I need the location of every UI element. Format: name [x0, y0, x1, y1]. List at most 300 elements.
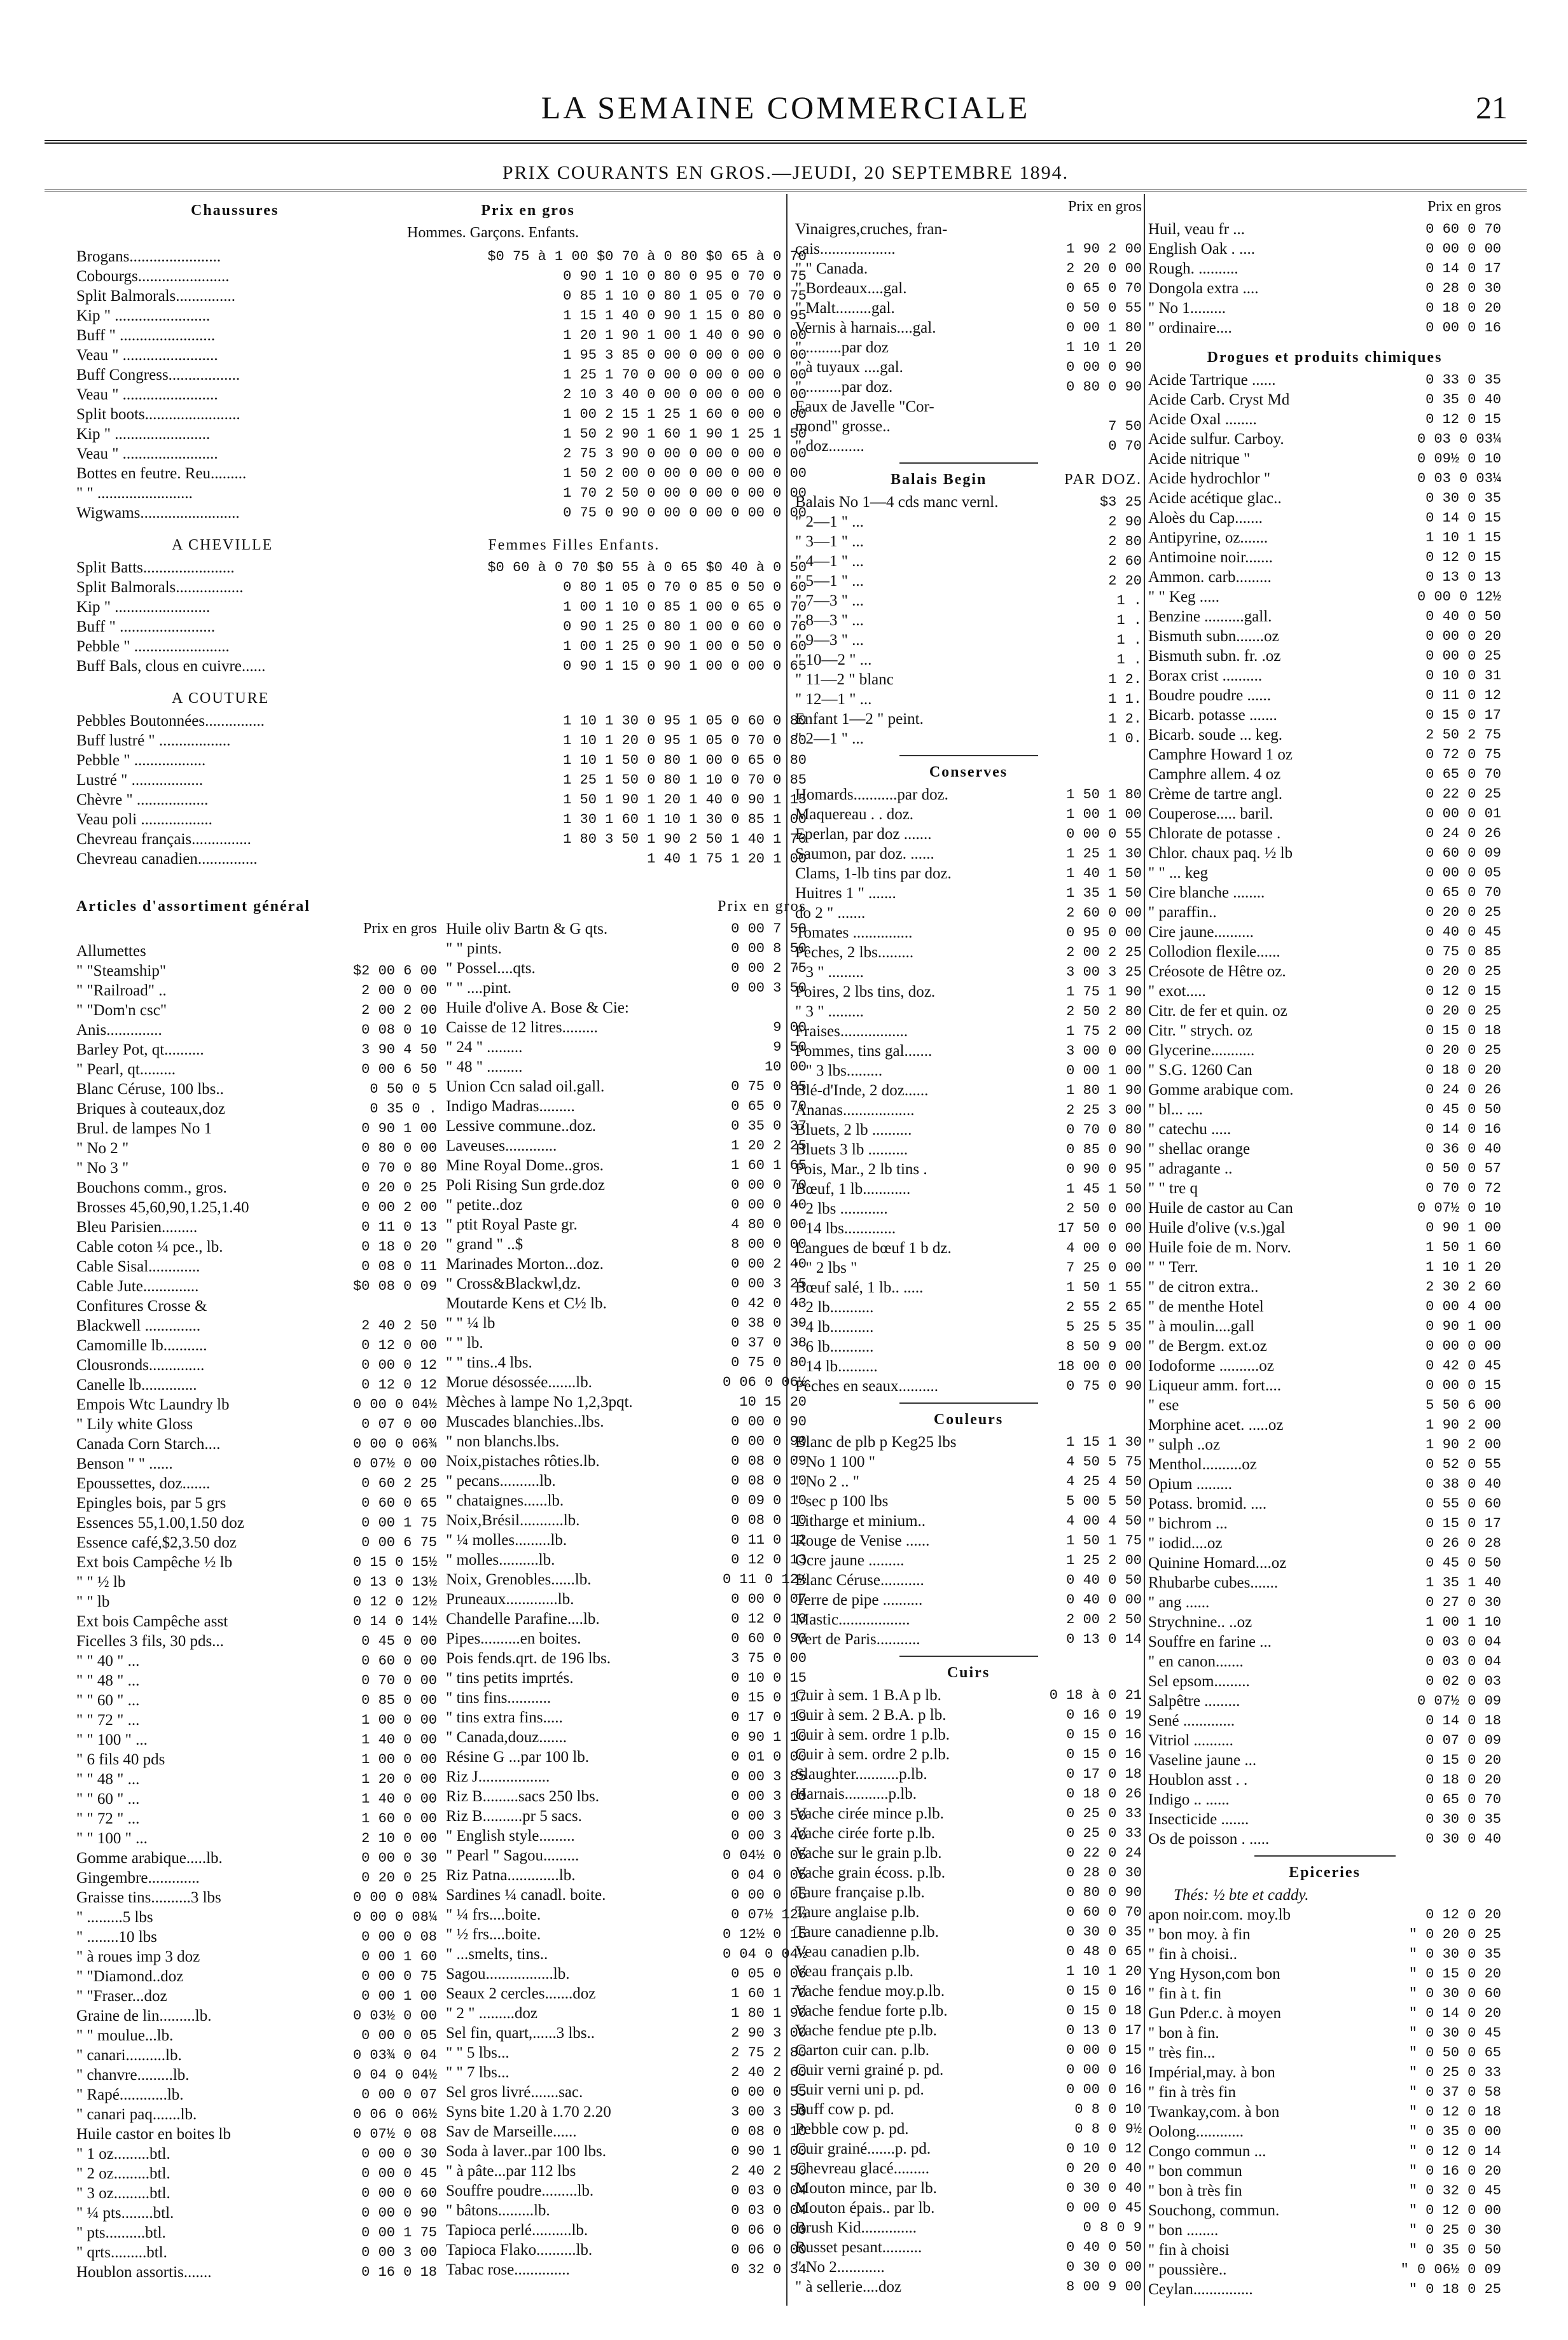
item-price: 0 28 0 30 [1066, 1865, 1142, 1881]
price-row [76, 829, 807, 849]
item-name: " 8—3 " ... [795, 612, 864, 629]
price-row [1148, 804, 1501, 824]
column-1 [76, 197, 807, 2282]
item-price: 0 13 0 14 [1066, 1631, 1142, 1647]
couture-list [76, 711, 807, 869]
item-name: " ¼ pts........btl. [76, 2205, 174, 2222]
item-name: Terre de pipe .......... [795, 1591, 923, 1609]
price-row [76, 2065, 437, 2085]
item-name: Noix,pistaches rôties.lb. [446, 1453, 600, 1470]
item-name: Quinine Homard....oz [1148, 1554, 1287, 1572]
item-price: 1 . [1116, 652, 1142, 668]
price-row [76, 2124, 437, 2144]
item-price: 0 15 0 20 [1426, 1752, 1501, 1768]
price-row [795, 1357, 1142, 1376]
item-name: Noix,Brésil...........lb. [446, 1512, 580, 1529]
item-name: Ext bois Campêche asst [76, 1613, 228, 1630]
item-price: 0 65 0 70 [731, 1098, 807, 1114]
price-row [76, 2262, 437, 2282]
item-price: " 0 30 0 45 [1408, 2025, 1501, 2041]
price-row [795, 1298, 1142, 1317]
price-row [1148, 2280, 1501, 2299]
item-name: Fraises................. [795, 1023, 908, 1040]
price-row [795, 1745, 1142, 1764]
item-name: Vaseline jaune ... [1148, 1752, 1257, 1769]
item-price: 0 30 0 40 [1426, 1831, 1501, 1847]
price-row [1148, 2181, 1501, 2201]
price-row [1148, 410, 1501, 429]
price-row [795, 1764, 1142, 1784]
item-price: 5 00 5 50 [1066, 1493, 1142, 1509]
item-price: 0 00 6 75 [361, 1535, 437, 1551]
divider [899, 462, 1038, 464]
item-name: " " 100 " ... [76, 1731, 148, 1748]
item-name: Vache fendue pte p.lb. [795, 2022, 937, 2039]
item-price: 1 80 1 90 [1066, 1083, 1142, 1098]
item-price: 0 80 1 05 0 70 0 85 0 50 0 60 [563, 579, 807, 595]
price-row [795, 279, 1142, 298]
item-name: Poires, 2 lbs tins, doz. [795, 983, 936, 1000]
item-name: Potass. bromid. .... [1148, 1495, 1267, 1513]
item-price: 0 90 1 10 [731, 1729, 807, 1745]
price-row [795, 1100, 1142, 1120]
price-row [795, 492, 1142, 512]
item-price: " 0 20 0 25 [1408, 1927, 1501, 1942]
price-row [446, 1274, 807, 1294]
item-price: 0 85 1 10 0 80 1 05 0 70 0 75 [563, 288, 807, 304]
item-name: " ptit Royal Paste gr. [446, 1216, 578, 1233]
item-price: 0 75 0 80 [731, 1355, 807, 1371]
item-name: " ese [1148, 1397, 1179, 1414]
item-price: 0 00 3 25 [731, 1276, 807, 1292]
price-row [795, 1160, 1142, 1179]
price-row [1148, 1455, 1501, 1474]
item-name: Pêches en seaux.......... [795, 1378, 938, 1395]
item-name: " " 72 " ... [76, 1810, 140, 1827]
cheville-list [76, 558, 807, 676]
price-row [1148, 1277, 1501, 1297]
item-price: 2 50 0 00 [1066, 1201, 1142, 1217]
item-price: 0 07½ 0 09 [1417, 1693, 1501, 1709]
item-price: 1 90 2 00 [1066, 241, 1142, 257]
price-row [76, 1296, 437, 1316]
item-name: Pois, Mar., 2 lb tins . [795, 1161, 927, 1178]
item-name: Pebble cow p. pd. [795, 2121, 909, 2138]
item-name: Allumettes [76, 943, 146, 960]
item-name: Morue désossée.......lb. [446, 1374, 592, 1391]
price-row [446, 1432, 807, 1451]
item-price: 0 80 0 90 [1066, 1885, 1142, 1900]
item-name: Huile d'olive (v.s.)gal [1148, 1219, 1286, 1236]
price-row [1148, 1790, 1501, 1810]
item-price: 1 50 1 60 [1426, 1240, 1501, 1256]
price-row [446, 1668, 807, 1688]
item-price: 0 10 0 31 [1426, 668, 1501, 684]
chaussures-list [76, 247, 807, 523]
price-row [795, 2119, 1142, 2139]
cheville-heading: A CHEVILLE Femmes Filles Enfants. [172, 537, 660, 553]
price-row [1148, 1238, 1501, 1257]
item-name: Acide acétique glac.. [1148, 490, 1282, 507]
item-name: " bon ........ [1148, 2222, 1219, 2239]
price-row [446, 1806, 807, 1826]
price-row [1148, 1925, 1501, 1944]
price-row [1148, 298, 1501, 318]
price-row [1148, 725, 1501, 745]
item-name: " à moulin....gall [1148, 1318, 1255, 1335]
price-row [76, 1277, 437, 1296]
price-row [795, 962, 1142, 982]
item-price: 0 00 6 50 [361, 1062, 437, 1077]
price-row [1148, 2004, 1501, 2023]
item-price: 0 90 1 10 0 80 0 95 0 70 0 75 [563, 268, 807, 284]
item-price: 0 80 0 00 [361, 1140, 437, 1156]
price-row [76, 1769, 437, 1789]
item-price: 0 20 0 40 [1066, 2161, 1142, 2177]
item-price: " 0 32 0 45 [1408, 2183, 1501, 2199]
item-name: Taure anglaise p.lb. [795, 1904, 920, 1921]
item-price: 1 45 1 50 [1066, 1181, 1142, 1197]
item-name: apon noir.com. moy.lb [1148, 1906, 1291, 1923]
item-price: 0 12 0 15 [1426, 412, 1501, 427]
item-price: 1 2. [1108, 672, 1142, 688]
item-price: 0 18 0 20 [1426, 300, 1501, 316]
item-price: 0 00 0 20 [1426, 628, 1501, 644]
price-row [1148, 745, 1501, 765]
item-name: " No 2 .. " [795, 1473, 859, 1490]
price-row [795, 785, 1142, 805]
item-price: 0 00 0 60 [361, 2185, 437, 2201]
running-head [45, 89, 1527, 140]
item-price: 0 12½ 0 15 [722, 1927, 807, 1942]
item-name: Oolong............ [1148, 2123, 1244, 2140]
price-row [795, 2218, 1142, 2238]
item-name: " exot..... [1148, 983, 1206, 1000]
price-row [1148, 1179, 1501, 1198]
price-row [76, 1651, 437, 1671]
item-name: Vache cirée forte p.lb. [795, 1825, 936, 1842]
item-name: " 11—2 " blanc [795, 671, 894, 688]
price-row [1148, 370, 1501, 390]
item-price: 0 65 0 70 [1426, 1792, 1501, 1808]
item-price: 1 00 2 15 1 25 1 60 0 00 0 00 [563, 406, 807, 422]
item-price: 0 00 3 40 [731, 1828, 807, 1844]
item-name: Rhubarbe cubes....... [1148, 1574, 1279, 1591]
price-row [76, 267, 807, 286]
item-price: 0 40 0 50 [1066, 2240, 1142, 2255]
price-row [795, 883, 1142, 903]
item-price: 0 35 0 40 [1426, 392, 1501, 408]
item-price: 0 00 1 75 [361, 1515, 437, 1531]
divider [899, 1402, 1038, 1404]
item-price: 5 25 5 35 [1066, 1319, 1142, 1335]
price-row [1148, 705, 1501, 725]
cuirs-list [795, 1686, 1142, 2297]
item-name: Split boots........................ [76, 406, 240, 423]
price-row [76, 2026, 437, 2046]
price-row [76, 1079, 437, 1099]
price-row [1148, 1905, 1501, 1925]
item-price: 0 45 0 50 [1426, 1102, 1501, 1118]
price-row [76, 1434, 437, 1454]
huiles-list [1148, 219, 1501, 338]
item-price: 10 15 20 [739, 1394, 807, 1410]
item-name: Mèches à lampe No 1,2,3pqt. [446, 1394, 633, 1411]
item-name: Ficelles 3 fils, 30 pds... [76, 1633, 224, 1650]
item-price: 0 00 0 15 [1426, 1378, 1501, 1394]
item-price: 0 00 0 12½ [1417, 589, 1501, 605]
item-name: " pts..........btl. [76, 2224, 166, 2241]
item-price: 8 50 9 00 [1066, 1339, 1142, 1355]
price-row [1148, 259, 1501, 279]
price-row [1148, 1553, 1501, 1573]
item-name: " à sellerie....doz [795, 2278, 902, 2295]
price-row [1148, 1376, 1501, 1395]
item-name: " poussière.. [1148, 2261, 1227, 2278]
price-row [1148, 1139, 1501, 1159]
price-row [1148, 981, 1501, 1001]
price-row [1148, 843, 1501, 863]
item-price: 4 00 4 50 [1066, 1513, 1142, 1529]
item-name: Buff Bals, clous en cuivre...... [76, 658, 266, 675]
item-price: 0 12 0 20 [1426, 1907, 1501, 1923]
item-name: " non blanchs.lbs. [446, 1433, 560, 1450]
item-price: 1 40 1 50 [1066, 866, 1142, 882]
item-price: 0 00 0 45 [361, 2166, 437, 2182]
item-price: 0 15 0 15½ [352, 1554, 437, 1570]
item-price: 2 40 2 50 [731, 2163, 807, 2179]
price-row [446, 1727, 807, 1747]
item-name: " 6 lb........... [795, 1338, 874, 1355]
price-row [795, 1804, 1142, 1824]
price-row [76, 2164, 437, 2184]
item-price: 0 00 1 75 [361, 2225, 437, 2241]
item-name: " No 3 " [76, 1160, 129, 1177]
item-name: " " 5 lbs... [446, 2044, 510, 2061]
item-price: 2 40 2 60 [731, 2065, 807, 2080]
item-price: 0 35 0 37 [731, 1118, 807, 1134]
item-name: mond" grosse.. [795, 418, 891, 435]
couleurs-list [795, 1432, 1142, 1649]
item-price: 0 11 0 12 [731, 1532, 807, 1548]
item-name: Riz B..........pr 5 sacs. [446, 1808, 582, 1825]
item-price: 2 75 2 80 [731, 2045, 807, 2061]
item-name: Bottes en feutre. Reu......... [76, 465, 247, 482]
item-name: Sardines ¼ canadl. boite. [446, 1887, 606, 1904]
price-row [446, 1925, 807, 1944]
price-row [1148, 1494, 1501, 1514]
price-row [76, 597, 807, 617]
item-name: " " pints. [446, 940, 502, 957]
price-row [76, 1060, 437, 1079]
item-price: 0 00 0 55 [1066, 826, 1142, 842]
item-name: Tomates ............... [795, 924, 913, 941]
item-name: Ocre jaune ......... [795, 1552, 905, 1569]
item-name: " 3 " ......... [795, 1003, 864, 1020]
item-name: Balais No 1—4 cds manc vernl. [795, 494, 999, 511]
item-name: Blé-d'Inde, 2 doz...... [795, 1082, 929, 1099]
price-row [1148, 1593, 1501, 1612]
item-name: Epingles bois, par 5 grs [76, 1495, 226, 1512]
item-name: Blanc Céruse........... [795, 1572, 924, 1589]
price-row [795, 1140, 1142, 1160]
price-row [795, 670, 1142, 689]
price-row [1148, 1415, 1501, 1435]
item-price: " 0 12 0 18 [1408, 2104, 1501, 2120]
item-price: 0 38 0 39 [731, 1315, 807, 1331]
price-row [446, 1767, 807, 1787]
item-price: 1 00 1 25 0 90 1 00 0 50 0 60 [563, 639, 807, 654]
price-row [795, 2198, 1142, 2218]
balais-heading: Balais Begin PAR DOZ. [891, 471, 1142, 488]
price-row [76, 2105, 437, 2124]
item-price: 0 20 0 25 [361, 1180, 437, 1196]
item-price: 1 25 1 30 [1066, 846, 1142, 862]
item-price: 0 45 0 00 [361, 1633, 437, 1649]
item-name: Veau " ........................ [76, 347, 218, 364]
item-name: Salpêtre ......... [1148, 1693, 1240, 1710]
price-row [446, 2102, 807, 2122]
item-name: Huile d'olive A. Bose & Cie: [446, 999, 629, 1016]
item-price: 1 35 1 50 [1066, 885, 1142, 901]
item-name: Langues de bœuf 1 b dz. [795, 1240, 952, 1257]
price-row [795, 397, 1142, 417]
conserves-list [795, 785, 1142, 1396]
price-row [795, 1238, 1142, 1258]
item-name: " " Terr. [1148, 1259, 1198, 1276]
price-row [795, 1902, 1142, 1922]
price-row [795, 1883, 1142, 1902]
item-name: Graisse tins..........3 lbs [76, 1889, 221, 1906]
item-price: $0 75 à 1 00 $0 70 à 0 80 $0 65 à 0 70 [487, 249, 807, 265]
item-name: " à pâte...par 112 lbs [446, 2163, 576, 2180]
price-row [1148, 1691, 1501, 1711]
price-row [76, 1119, 437, 1139]
price-row [795, 2178, 1142, 2198]
item-name: Morphine acet. .....oz [1148, 1416, 1284, 1434]
price-row [795, 650, 1142, 670]
price-row [446, 1195, 807, 1215]
item-name: Cuir verni grainé p. pd. [795, 2061, 944, 2079]
price-row [795, 338, 1142, 357]
item-price: 10 00 [764, 1059, 807, 1075]
item-price: 0 11 0 12 [1426, 688, 1501, 703]
epiceries-heading: Epiceries [1289, 1864, 1361, 1881]
item-name: Insecticide ....... [1148, 1811, 1249, 1828]
couture-heading: A COUTURE [172, 690, 270, 707]
price-row [1148, 1672, 1501, 1691]
price-row [1148, 1474, 1501, 1494]
price-row [1148, 1021, 1501, 1041]
item-name: Taure française p.lb. [795, 1884, 925, 1901]
item-name: Eperlan, par doz ....... [795, 826, 932, 843]
price-row [76, 2085, 437, 2105]
price-row [1148, 2122, 1501, 2142]
item-price: 1 50 1 75 [1066, 1533, 1142, 1549]
price-row [446, 1530, 807, 1550]
item-name: Benson " " ...... [76, 1455, 173, 1472]
price-row [1148, 686, 1501, 705]
item-price: 0 12 0 12½ [352, 1594, 437, 1610]
item-price: 0 00 3 00 [361, 2245, 437, 2260]
item-price: 0 00 3 85 [731, 1769, 807, 1785]
price-row [1148, 548, 1501, 567]
item-name: Riz Patna.............lb. [446, 1867, 576, 1884]
item-name: Vitriol .......... [1148, 1732, 1233, 1749]
price-row [76, 306, 807, 326]
item-name: Cuir à sem. 2 B.A. p lb. [795, 1707, 947, 1724]
item-name: Acide nitrique " [1148, 450, 1251, 467]
price-row [795, 729, 1142, 749]
item-name: " " 3 lbs......... [795, 1062, 883, 1079]
price-row [795, 1630, 1142, 1649]
price-row [76, 247, 807, 267]
item-price: 0 60 0 90 [731, 1631, 807, 1647]
item-price: 1 00 1 00 [1066, 807, 1142, 822]
item-price: " 0 18 0 25 [1408, 2281, 1501, 2297]
item-name: Essence café,$2,3.50 doz [76, 1534, 237, 1551]
item-name: " fin à t. fin [1148, 1985, 1222, 2002]
item-name: " " ... keg [1148, 864, 1209, 882]
item-name: " Pearl, qt......... [76, 1061, 176, 1078]
item-price: 0 40 0 50 [1066, 1572, 1142, 1588]
price-row [446, 1333, 807, 1353]
item-price: 0 12 0 13 [731, 1552, 807, 1568]
price-row [795, 1962, 1142, 1981]
conserves-heading: Conserves [929, 764, 1008, 780]
price-row [446, 1235, 807, 1254]
item-name: Clams, 1-lb tins par doz. [795, 865, 952, 882]
price-row [795, 2021, 1142, 2040]
price-row [446, 2082, 807, 2102]
item-name: Chlorate de potasse . [1148, 825, 1281, 842]
price-row [76, 2184, 437, 2203]
price-row [446, 2004, 807, 2023]
item-name: " tins extra fins..... [446, 1709, 563, 1726]
item-name: " Bordeaux....gal. [795, 280, 907, 297]
item-name: Sel gros livré.......sac. [446, 2084, 583, 2101]
item-name: Strychnine.. ..oz [1148, 1614, 1252, 1631]
item-name: Sav de Marseille...... [446, 2123, 577, 2140]
item-price: 0 70 0 00 [361, 1673, 437, 1689]
item-name: Veau poli .................. [76, 811, 212, 828]
item-price: 1 50 2 90 1 60 1 90 1 25 1 50 [563, 426, 807, 442]
item-price: 0 00 3 60 [731, 1789, 807, 1804]
item-price: 4 80 0 00 [731, 1217, 807, 1233]
item-price: 1 80 3 50 1 90 2 50 1 40 1 70 [563, 831, 807, 847]
price-row [795, 357, 1142, 377]
item-name: " 2 " .........doz [446, 2005, 538, 2022]
price-row [1148, 2201, 1501, 2220]
item-name: Chandelle Parafine....lb. [446, 1610, 600, 1628]
item-name: Mastic.................. [795, 1611, 910, 1628]
item-name: Gomme arabique.....lb. [76, 1850, 223, 1867]
item-price: 0 90 1 00 [1426, 1220, 1501, 1236]
item-price: 1 20 1 90 1 00 1 40 0 90 0 00 [563, 328, 807, 343]
item-name: " Lily white Gloss [76, 1416, 193, 1433]
item-name: Lustré " .................. [76, 772, 204, 789]
item-name: " ordinaire.... [1148, 319, 1232, 336]
item-name: Blanc de plb p Keg25 lbs [795, 1434, 957, 1451]
item-name: Glycerine........... [1148, 1042, 1255, 1059]
col3-price-label: Prix en gros [1427, 198, 1501, 215]
item-name: " bon à fin. [1148, 2025, 1219, 2042]
item-name: Veau canadien p.lb. [795, 1943, 920, 1960]
item-price: 0 60 0 70 [1066, 1904, 1142, 1920]
item-price: 0 30 0 35 [1426, 1811, 1501, 1827]
item-price: 1 15 1 30 [1066, 1434, 1142, 1450]
item-price: 2 55 2 65 [1066, 1299, 1142, 1315]
